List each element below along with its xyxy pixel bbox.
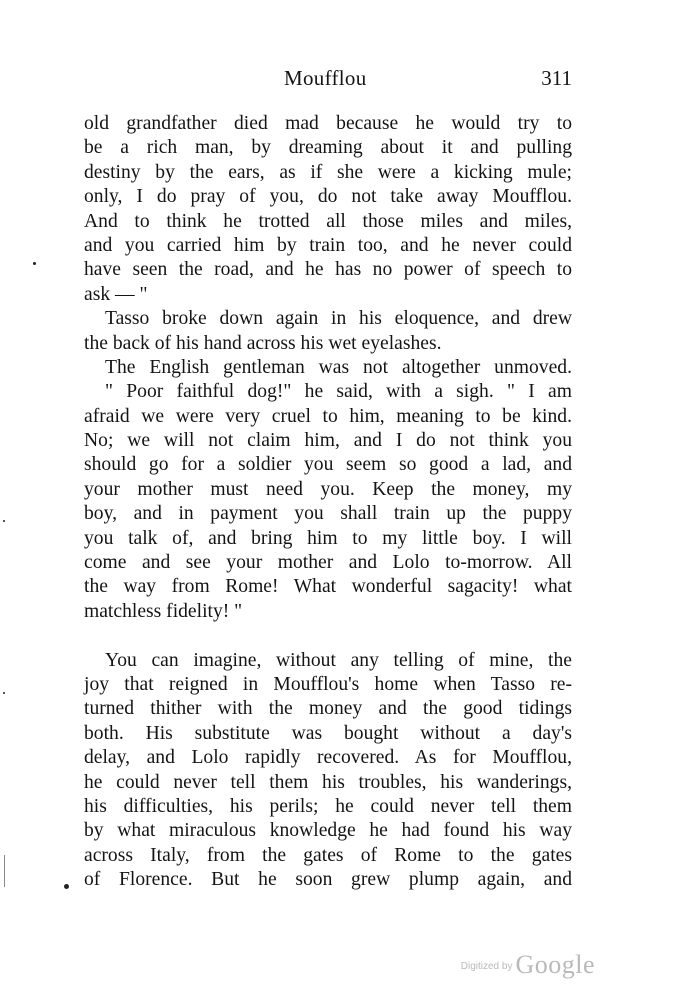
text-line: have seen the road, and he has no power of speech to: [84, 259, 572, 281]
text-line: destiny by the ears, as if she were a kicking mule;: [84, 161, 572, 183]
scan-speck: [33, 262, 36, 265]
text-line: " Poor faithful dog!" he said, with a sigh. " I am: [105, 381, 572, 403]
text-line: be a rich man, by dreaming about it and pulling: [84, 137, 572, 159]
scan-speck: [3, 520, 5, 522]
paragraph: [84, 307, 572, 356]
text-line: ask — ": [84, 283, 148, 305]
text-line: You can imagine, without any telling of mine, the: [105, 649, 572, 671]
text-line: come and see your mother and Lolo to-morrow. All: [84, 552, 572, 574]
text-line: boy, and in payment you shall train up the puppy: [84, 503, 572, 525]
google-logo: Google: [515, 950, 595, 979]
watermark-prefix: Digitized by: [460, 961, 513, 972]
text-line: And to think he trotted all those miles and miles,: [84, 210, 572, 232]
scan-edge-line: [4, 855, 5, 887]
text-line: he could never tell them his troubles, his wanderings,: [84, 771, 572, 793]
running-title: Moufflou: [284, 66, 367, 90]
text-line: delay, and Lolo rapidly recovered. As for Moufflou,: [84, 747, 572, 769]
paragraph: [84, 356, 572, 624]
text-line: only, I do pray of you, do not take away Moufflou.: [84, 186, 572, 208]
text-line: both. His substitute was bought without a day's: [84, 722, 572, 744]
text-line: his difficulties, his perils; he could never tell them: [84, 795, 572, 817]
text-line: turned thither with the money and the good tidings: [84, 698, 572, 720]
text-line: across Italy, from the gates of Rome to the gates: [84, 844, 572, 866]
text-line: No; we will not claim him, and I do not think you: [84, 430, 572, 452]
text-line: you talk of, and bring him to my little boy. I will: [84, 527, 572, 549]
scan-speck: [3, 692, 5, 694]
digitized-by-google-watermark: [461, 950, 595, 980]
paragraph: [84, 649, 572, 893]
text-line: The English gentleman was not altogether unmoved.: [105, 356, 572, 378]
text-line: matchless fidelity! ": [84, 600, 243, 622]
text-line: should go for a soldier you seem so good a lad, and: [84, 454, 572, 476]
text-line: and you carried him by train too, and he never could: [84, 234, 572, 256]
scan-speck: [64, 884, 69, 889]
text-line: joy that reigned in Moufflou's home when Tasso re-: [84, 673, 572, 695]
text-line: Tasso broke down again in his eloquence, and drew: [105, 308, 572, 330]
text-line: your mother must need you. Keep the money, my: [84, 478, 572, 500]
section-break: [84, 624, 572, 648]
text-line: afraid we were very cruel to him, meaning to be kind.: [84, 405, 572, 427]
text-line: old grandfather died mad because he would try to: [84, 113, 572, 134]
page-number: 311: [541, 66, 572, 90]
running-head: [84, 66, 572, 96]
body-text: [84, 112, 572, 893]
paragraph: [84, 112, 572, 307]
text-line: by what miraculous knowledge he had found his way: [84, 820, 572, 842]
text-line: the way from Rome! What wonderful sagacity! what: [84, 576, 572, 598]
text-line: the back of his hand across his wet eyelashes.: [84, 332, 442, 354]
text-line: of Florence. But he soon grew plump again, and: [84, 869, 572, 891]
